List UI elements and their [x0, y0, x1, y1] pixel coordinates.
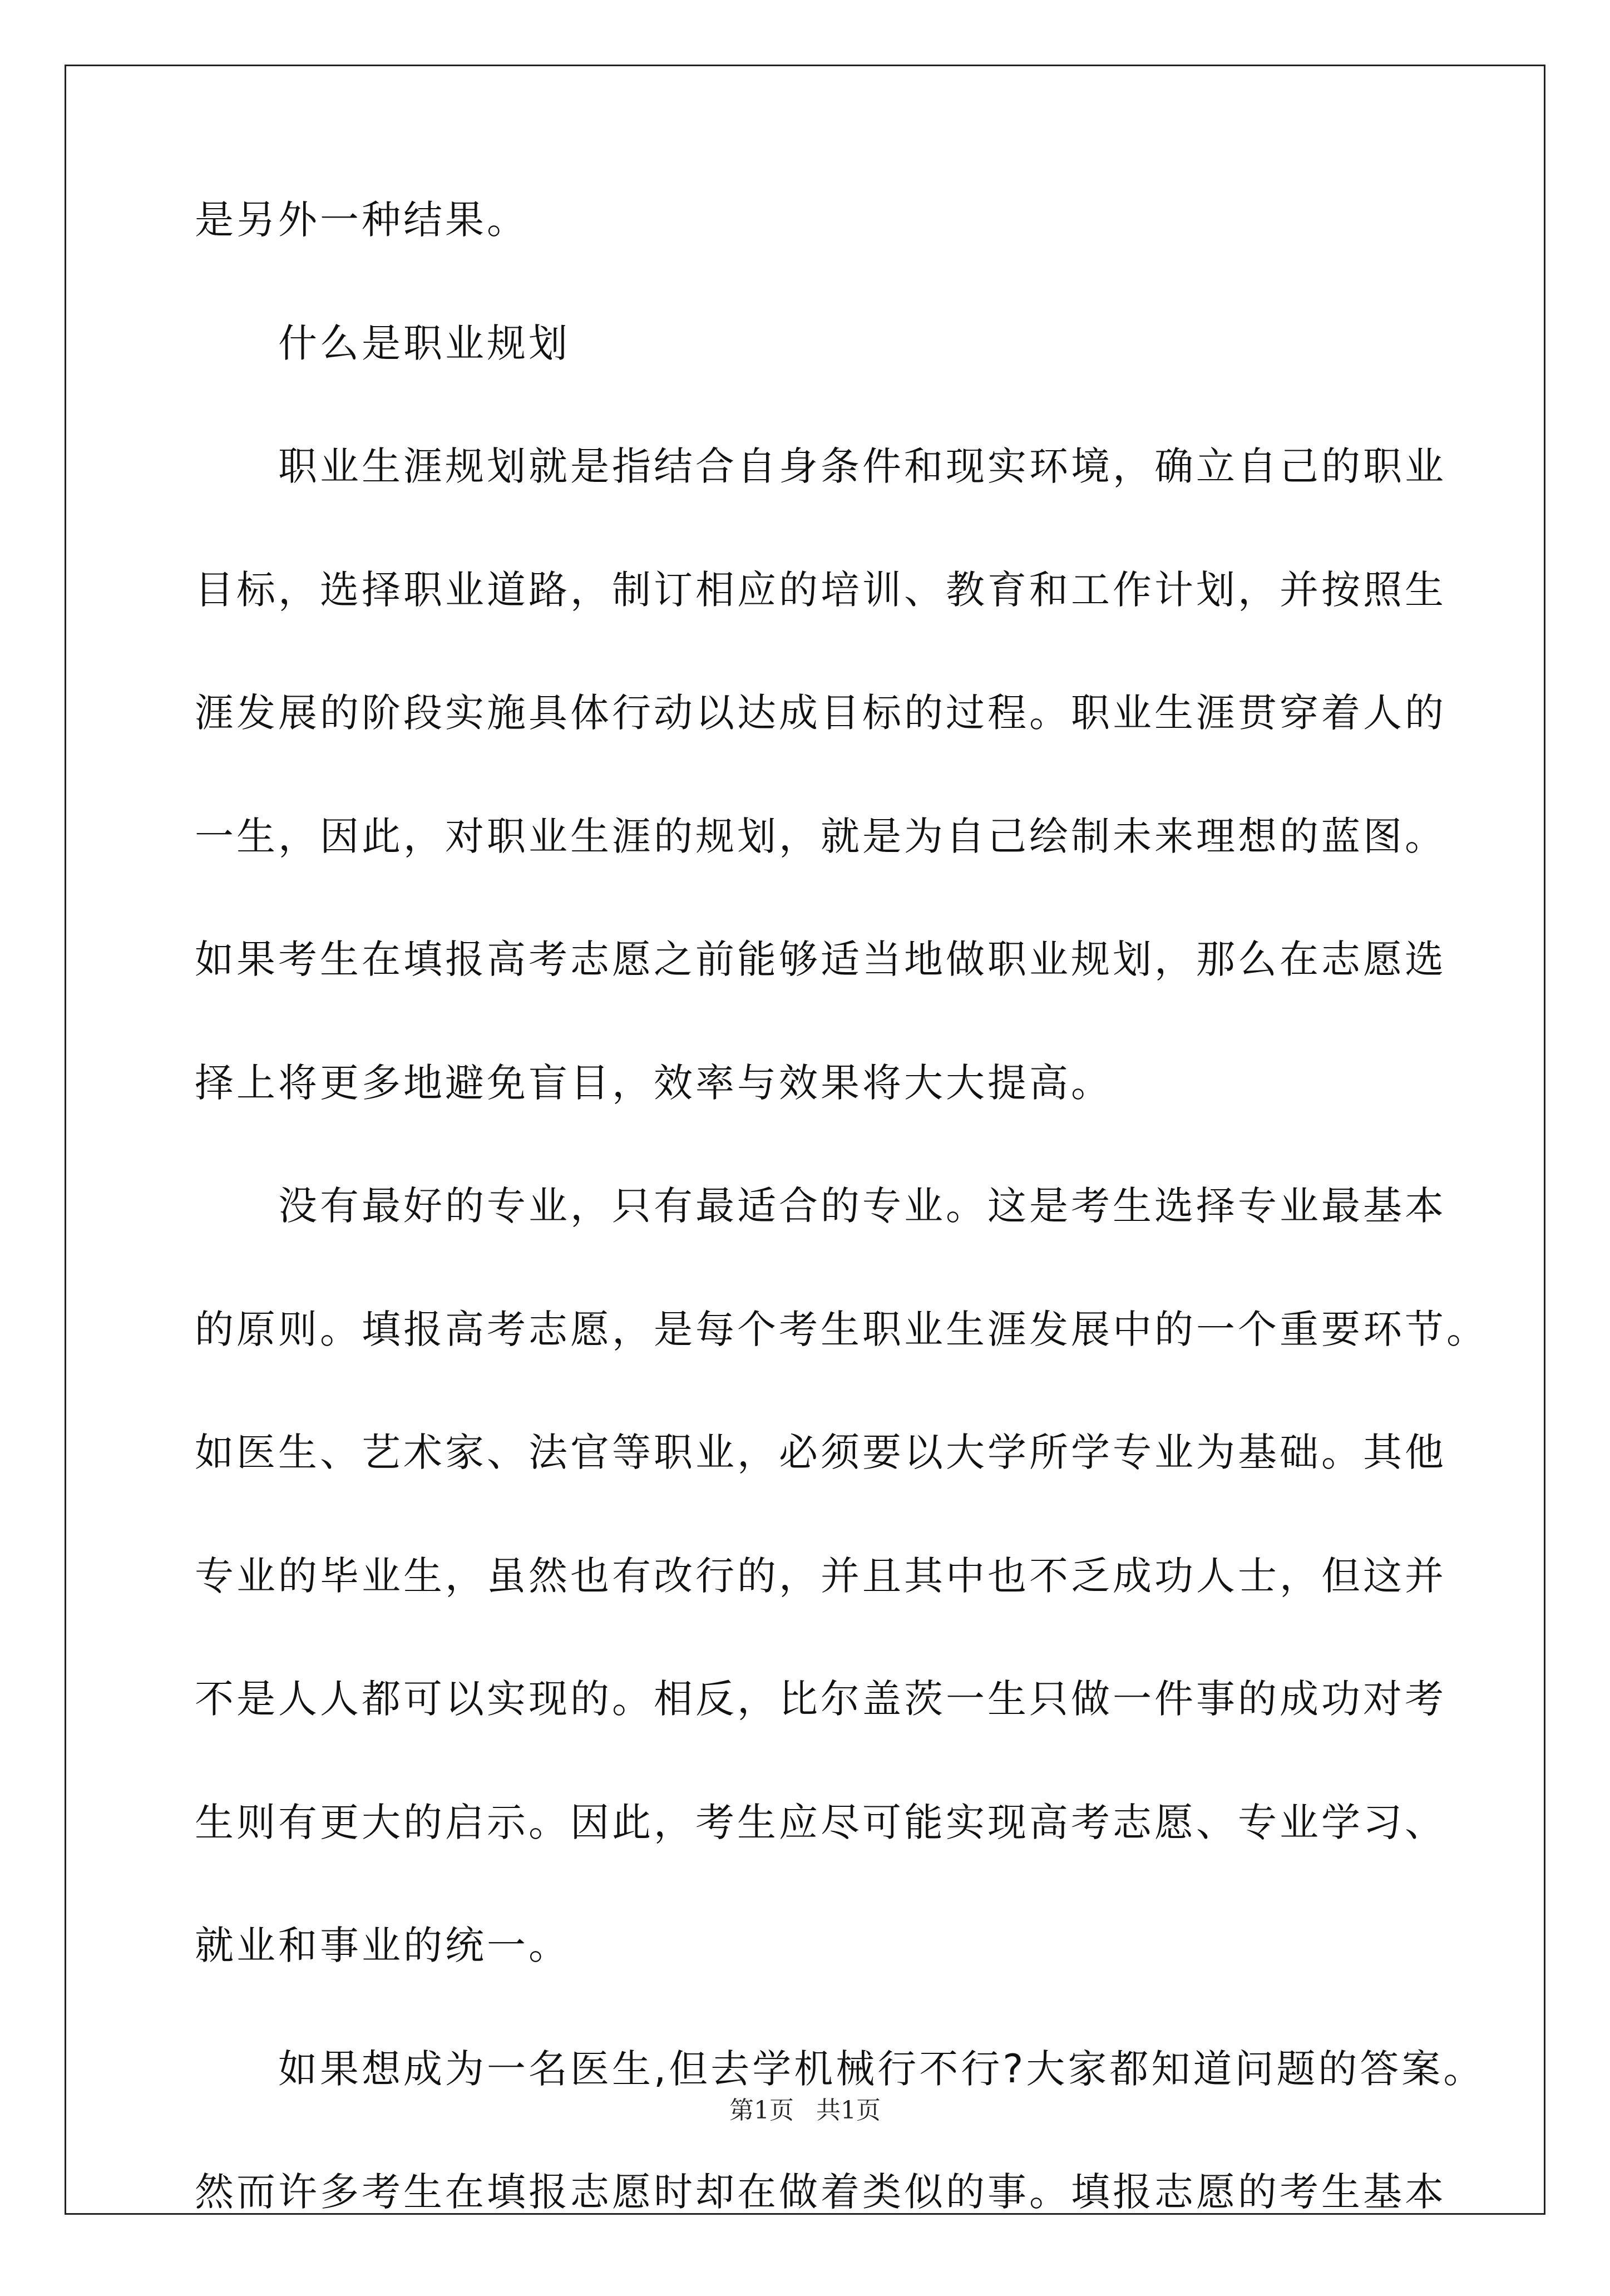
- text-line: 一生，因此，对职业生涯的规划，就是为自己绘制未来理想的蓝图。: [195, 813, 1446, 859]
- text-line: 不是人人都可以实现的。相反，比尔盖茨一生只做一件事的成功对考: [195, 1676, 1446, 1722]
- text-line: 生则有更大的启示。因此，考生应尽可能实现高考志愿、专业学习、: [195, 1799, 1446, 1845]
- text-line: 是另外一种结果。: [195, 197, 529, 243]
- text-line: 然而许多考生在填报志愿时却在做着类似的事。填报志愿的考生基本: [195, 2169, 1446, 2215]
- page-number: 第1页: [729, 2096, 794, 2125]
- page-total: 共1页: [816, 2096, 881, 2125]
- page-footer: [0, 2090, 1610, 2126]
- text-line: 如果考生在填报高考志愿之前能够适当地做职业规划，那么在志愿选: [195, 937, 1446, 982]
- text-line: 如果想成为一名医生,但去学机械行不行?大家都知道问题的答案。: [278, 2046, 1485, 2092]
- document-body: [195, 197, 1488, 2296]
- text-line: 的原则。填报高考志愿，是每个考生职业生涯发展中的一个重要环节。: [195, 1306, 1488, 1352]
- text-line: 就业和事业的统一。: [195, 1923, 570, 1968]
- text-line: 目标，选择职业道路，制订相应的培训、教育和工作计划，并按照生: [195, 566, 1446, 613]
- text-line: 职业生涯规划就是指结合自身条件和现实环境，确立自己的职业: [278, 444, 1446, 489]
- text-line: 专业的毕业生，虽然也有改行的，并且其中也不乏成功人士，但这并: [195, 1553, 1446, 1599]
- text-line: 择上将更多地避免盲目，效率与效果将大大提高。: [195, 1060, 1113, 1106]
- text-line: 涯发展的阶段实施具体行动以达成目标的过程。职业生涯贯穿着人的: [195, 690, 1446, 736]
- text-line: 如医生、艺术家、法官等职业，必须要以大学所学专业为基础。其他: [195, 1430, 1446, 1475]
- section-heading: 什么是职业规划: [278, 320, 570, 366]
- text-line: 没有最好的专业，只有最适合的专业。这是考生选择专业最基本: [278, 1183, 1446, 1229]
